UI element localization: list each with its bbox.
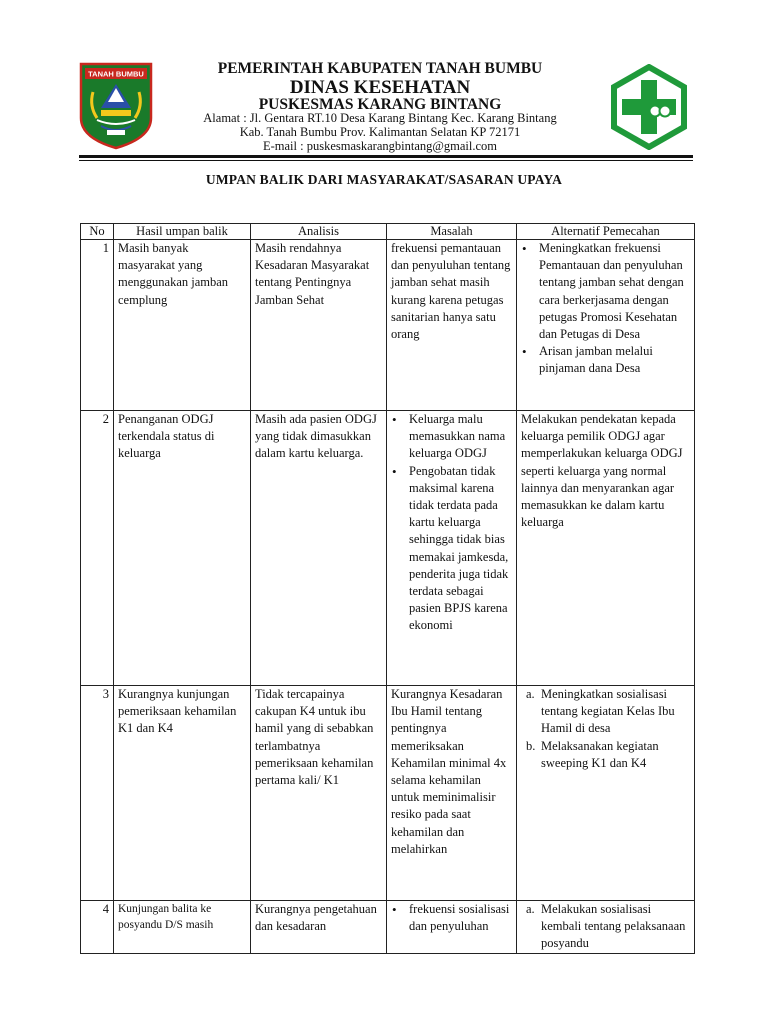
list-marker: a. (526, 902, 535, 916)
list-item-text: Melakukan sosialisasi kembali tentang pelaksanaan posyandu (541, 902, 686, 951)
list-item-text: Meningkatkan sosialisasi tentang kegiatan Kelas Ibu Hamil di desa (541, 687, 675, 736)
masalah-cell (387, 411, 517, 686)
hasil-cell: Kurangnya kunjungan pemeriksaan kehamilan K1 dan K4 (114, 686, 251, 901)
header-alternatif: Alternatif Pemecahan (517, 224, 695, 240)
department-name: DINAS KESEHATAN (289, 77, 471, 98)
list-item (521, 738, 690, 772)
letterhead (0, 0, 768, 160)
hasil-cell: Penanganan ODGJ terkendala status di keluarga (114, 411, 251, 686)
list-item: • Meningkatkan frekuensi Pemantauan dan penyuluhan tentang jamban sehat dengan cara berkerjasama dengan petugas Promosi Kesehatan dan Petugas di Desa (521, 240, 690, 343)
hasil-cell: Kunjungan balita ke posyandu D/S masih (114, 901, 251, 954)
alternatif-cell (517, 240, 695, 411)
list-item-text: Melaksanakan kegiatan sweeping K1 dan K4 (541, 738, 659, 770)
table-header-row (81, 224, 695, 240)
header-masalah: Masalah (387, 224, 517, 240)
masalah-cell: Kurangnya Kesadaran Ibu Hamil tentang pentingnya memeriksakan Kehamilan minimal 4x selama kehamilan untuk meminimalisir resiko pada saat kehamilan dan melahirkan (387, 686, 517, 901)
analisis-cell: Kurangnya pengetahuan dan kesadaran (251, 901, 387, 954)
table-row (81, 686, 695, 901)
header-hasil: Hasil umpan balik (114, 224, 251, 240)
row-number: 4 (81, 901, 114, 954)
header-analisis: Analisis (251, 224, 387, 240)
hasil-cell: Masih banyak masyarakat yang menggunakan jamban cemplung (114, 240, 251, 411)
list-item: • Keluarga malu memasukkan nama keluarga ODGJ (391, 411, 512, 463)
table-row (81, 240, 695, 411)
list-item: • Pengobatan tidak maksimal karena tidak terdata pada kartu keluarga sehingga tidak bias memakai jamkesda, penderita juga tidak terdata sebagai pasien BPJS karena ekonomi (391, 463, 512, 635)
analisis-cell: Masih rendahnya Kesadaran Masyarakat tentang Pentingnya Jamban Sehat (251, 240, 387, 411)
emblem-text: TANAH BUMBU (88, 69, 144, 79)
row-number: 1 (81, 240, 114, 411)
puskesmas-emblem-icon (610, 64, 688, 150)
masalah-cell: frekuensi pemantauan dan penyuluhan tentang jamban sehat masih kurang karena petugas sanitarian hanya satu orang (387, 240, 517, 411)
document-title: UMPAN BALIK DARI MASYARAKAT/SASARAN UPAYA (205, 172, 563, 187)
analisis-cell: Masih ada pasien ODGJ yang tidak dimasukkan dalam kartu keluarga. (251, 411, 387, 686)
facility-name: PUSKESMAS KARANG BINTANG (258, 96, 502, 113)
table-row (81, 901, 695, 954)
header-no: No (81, 224, 114, 240)
address-line-1: Alamat : Jl. Gentara RT.10 Desa Karang Bintang Kec. Karang Bintang (203, 111, 557, 125)
tanah-bumbu-emblem-icon (79, 62, 153, 150)
header-rule-thick (79, 155, 693, 158)
address-line-2: Kab. Tanah Bumbu Prov. Kalimantan Selatan KP 72171 (239, 125, 521, 139)
list-marker: b. (526, 738, 536, 753)
row-number: 3 (81, 686, 114, 901)
masalah-cell (387, 901, 517, 954)
feedback-table (80, 223, 695, 954)
email-line: E-mail : puskesmaskarangbintang@gmail.com (262, 139, 498, 153)
analisis-cell: Tidak tercapainya cakupan K4 untuk ibu hamil yang di sebabkan terlambatnya pemeriksaan kehamilan pertama kali/ K1 (251, 686, 387, 901)
row-number: 2 (81, 411, 114, 686)
table-row (81, 411, 695, 686)
list-item (521, 686, 690, 738)
list-marker: a. (526, 687, 535, 701)
list-item (521, 901, 690, 953)
list-item: • frekuensi sosialisasi dan penyuluhan (391, 901, 512, 935)
header-rule-thin (79, 160, 693, 161)
alternatif-cell (517, 686, 695, 901)
list-item: • Arisan jamban melalui pinjaman dana Desa (521, 343, 690, 377)
government-name: PEMERINTAH KABUPATEN TANAH BUMBU (217, 60, 543, 77)
alternatif-cell: Melakukan pendekatan kepada keluarga pemilik ODGJ agar memperlakukan keluarga ODGJ seperti keluarga yang normal lainnya dan menyarankan agar memasukkan ke dalam kartu keluarga (517, 411, 695, 686)
alternatif-cell (517, 901, 695, 954)
